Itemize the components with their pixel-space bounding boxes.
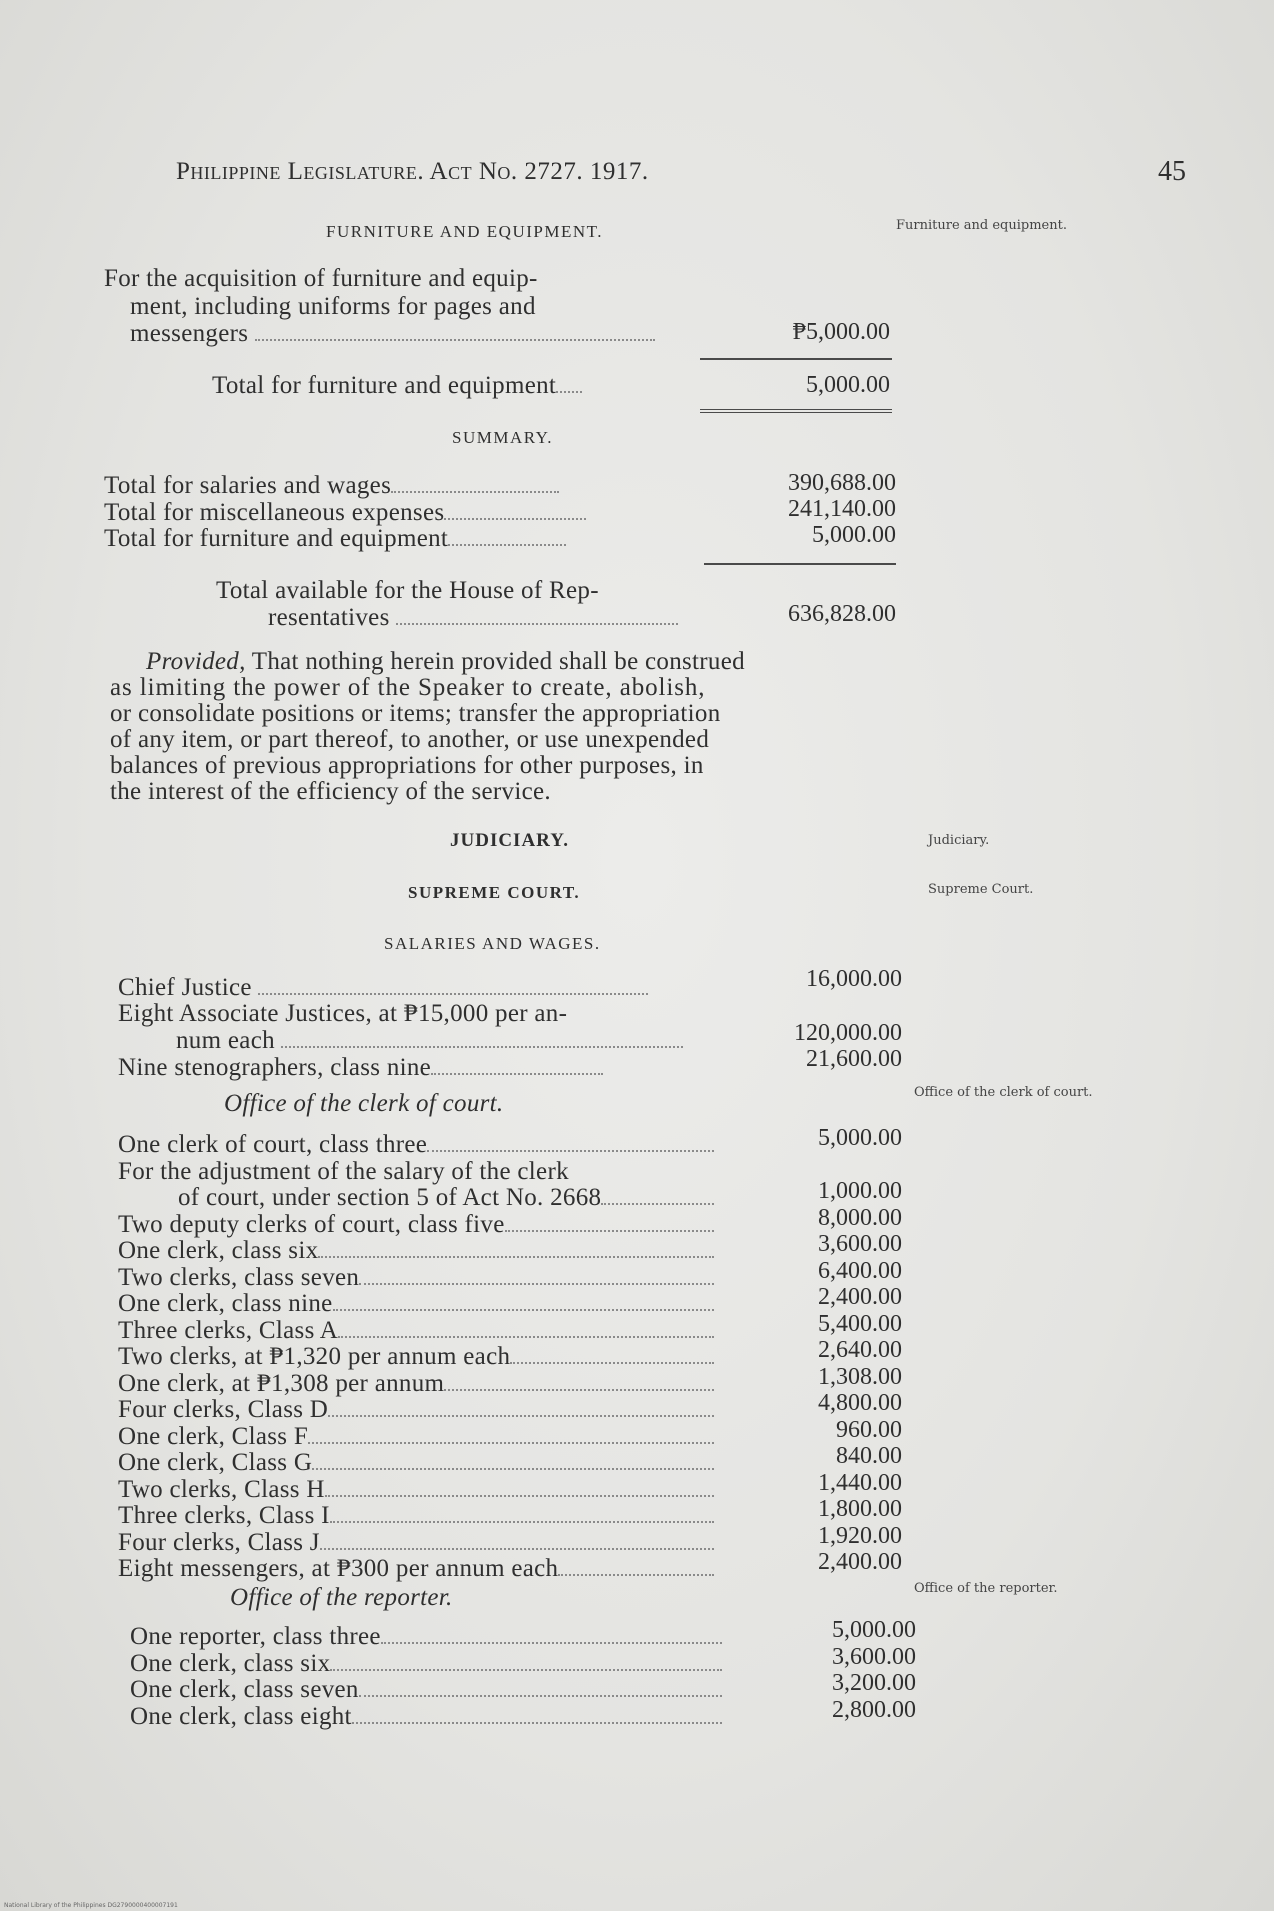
grand-total-amount: 636,828.00 xyxy=(788,601,896,627)
row-label: One reporter, class three xyxy=(130,1623,381,1650)
reporter-office-heading: Office of the reporter. xyxy=(230,1584,453,1611)
row-label: One clerk, Class G xyxy=(118,1449,313,1476)
side-note-judiciary: Judiciary. xyxy=(928,833,990,848)
table-row xyxy=(178,1184,714,1212)
dot-leader xyxy=(330,1521,714,1523)
judiciary-heading: JUDICIARY. xyxy=(450,830,569,851)
dot-leader xyxy=(312,1468,714,1470)
row-amount: 1,000.00 xyxy=(818,1178,902,1204)
table-row xyxy=(118,1529,714,1557)
sum-rule xyxy=(704,563,896,565)
summary-heading: SUMMARY. xyxy=(452,428,553,447)
table-row xyxy=(118,1476,714,1504)
table-row xyxy=(118,1158,569,1186)
total-double-rule xyxy=(700,409,892,413)
dot-leader xyxy=(510,1362,714,1364)
scan-footer: National Library of the Philippines DG2790000400007191 xyxy=(4,1902,178,1909)
side-note-clerk-office: Office of the clerk of court. xyxy=(914,1085,1093,1100)
row-amount: 3,600.00 xyxy=(832,1643,916,1670)
row-label: Two clerks, class seven xyxy=(118,1263,360,1291)
table-row xyxy=(118,1555,714,1583)
table-row xyxy=(118,1290,714,1318)
row-amount: 960.00 xyxy=(836,1416,902,1443)
row-amount: 4,800.00 xyxy=(818,1390,902,1416)
proviso-line6: the interest of the efficiency of the service. xyxy=(110,778,551,805)
amount-associate-justices: 120,000.00 xyxy=(794,1020,902,1046)
side-note-furniture: Furniture and equipment. xyxy=(896,218,1067,233)
row-amount: 1,308.00 xyxy=(818,1363,902,1390)
furniture-total-label: Total for furniture and equipment xyxy=(212,372,582,400)
table-row xyxy=(130,1676,722,1704)
amount-stenographers: 21,600.00 xyxy=(806,1046,902,1072)
dot-leader xyxy=(444,1389,714,1391)
dot-leader xyxy=(308,1442,714,1444)
row-amount: 5,000.00 xyxy=(818,1125,902,1151)
dot-leader xyxy=(359,1283,714,1285)
table-row xyxy=(130,1703,722,1731)
dot-leader xyxy=(328,1415,714,1417)
table-row xyxy=(118,1343,714,1371)
dot-leader xyxy=(558,1574,714,1576)
summary-row-3-amount: 5,000.00 xyxy=(812,522,896,548)
sum-rule xyxy=(700,358,892,360)
row-amount: 1,800.00 xyxy=(818,1496,902,1522)
dot-leader xyxy=(381,1642,722,1644)
row-amount: 2,800.00 xyxy=(832,1696,916,1723)
dot-leader xyxy=(255,339,655,341)
row-chief-justice: Chief Justice xyxy=(118,974,648,1002)
proviso-line5: balances of previous appropriations for other purposes, in xyxy=(110,752,704,779)
row-label: Eight messengers, at ₱300 per annum each xyxy=(118,1555,559,1582)
table-row xyxy=(118,1449,714,1477)
dot-leader xyxy=(427,1150,714,1152)
side-note-supreme-court: Supreme Court. xyxy=(928,882,1034,897)
row-amount: 8,000.00 xyxy=(818,1204,902,1231)
table-row xyxy=(118,1317,714,1345)
row-amount: 2,640.00 xyxy=(818,1337,902,1363)
row-label: One clerk, class eight xyxy=(130,1702,352,1730)
furniture-heading: FURNITURE AND EQUIPMENT. xyxy=(326,222,603,241)
row-label: Two clerks, at ₱1,320 per annum each xyxy=(118,1343,511,1370)
table-row xyxy=(130,1650,722,1678)
dot-leader xyxy=(338,1336,714,1338)
page-number: 45 xyxy=(1158,156,1186,187)
row-amount: 3,600.00 xyxy=(818,1231,902,1257)
table-row xyxy=(118,1237,714,1265)
row-amount: 2,400.00 xyxy=(818,1549,902,1575)
table-row xyxy=(118,1502,714,1530)
amount-chief-justice: 16,000.00 xyxy=(806,966,902,992)
dot-leader xyxy=(325,1495,714,1497)
dot-leader xyxy=(318,1256,714,1258)
row-label: One clerk, Class F xyxy=(118,1422,309,1450)
summary-row-2-label: Total for miscellaneous expenses xyxy=(104,499,586,527)
row-label: One clerk, class six xyxy=(118,1237,319,1264)
table-row xyxy=(118,1423,714,1451)
row-label: One clerk, class seven xyxy=(130,1676,359,1703)
side-note-reporter-office: Office of the reporter. xyxy=(914,1581,1058,1596)
table-row xyxy=(118,1264,714,1292)
row-label: of court, under section 5 of Act No. 2668 xyxy=(178,1184,602,1211)
row-amount: 5,400.00 xyxy=(818,1310,902,1337)
row-label: Three clerks, Class A xyxy=(118,1316,339,1344)
proviso-line1: Provided, That nothing herein provided shall be construed xyxy=(146,648,745,675)
row-label: One clerk, class nine xyxy=(118,1290,333,1317)
row-label: Two deputy clerks of court, class five xyxy=(118,1210,505,1238)
dot-leader xyxy=(330,1669,722,1671)
row-label: Four clerks, Class D xyxy=(118,1396,329,1423)
furniture-item-line1: For the acquisition of furniture and equip- xyxy=(104,265,538,292)
row-amount: 1,920.00 xyxy=(818,1522,902,1549)
row-label: One clerk, class six xyxy=(130,1649,331,1677)
row-amount: 1,440.00 xyxy=(818,1469,902,1496)
proviso-line3: or consolidate positions or items; transfer the appropriation xyxy=(110,700,721,727)
table-row xyxy=(118,1370,714,1398)
running-header xyxy=(176,158,649,186)
summary-row-3-label: Total for furniture and equipment xyxy=(104,525,566,553)
dot-leader xyxy=(359,1695,722,1697)
table-row xyxy=(130,1623,722,1651)
row-label: For the adjustment of the salary of the clerk xyxy=(118,1157,569,1185)
salaries-heading: SALARIES AND WAGES. xyxy=(384,934,601,953)
dot-leader xyxy=(601,1203,714,1205)
row-associate-justices-1: Eight Associate Justices, at ₱15,000 per an- xyxy=(118,1000,568,1027)
dot-leader xyxy=(352,1722,722,1724)
dot-leader xyxy=(320,1548,714,1550)
clerk-office-heading: Office of the clerk of court. xyxy=(224,1090,504,1117)
proviso-line4: of any item, or part thereof, to another, or use unexpended xyxy=(110,726,710,753)
grand-total-line1: Total available for the House of Rep- xyxy=(216,577,599,604)
summary-row-1-amount: 390,688.00 xyxy=(788,470,896,496)
furniture-total-amount: 5,000.00 xyxy=(806,372,890,398)
row-label: Three clerks, Class I xyxy=(118,1502,330,1529)
row-label: Two clerks, Class H xyxy=(118,1475,325,1503)
row-associate-justices-2: num each xyxy=(176,1027,683,1055)
row-label: One clerk, at ₱1,308 per annum xyxy=(118,1369,445,1397)
row-label: One clerk of court, class three xyxy=(118,1131,428,1158)
row-label: Four clerks, Class J xyxy=(118,1528,320,1556)
row-stenographers: Nine stenographers, class nine xyxy=(118,1054,603,1082)
row-amount: 840.00 xyxy=(836,1443,902,1469)
summary-row-1-label: Total for salaries and wages xyxy=(104,472,559,500)
table-row xyxy=(118,1211,714,1239)
row-amount: 6,400.00 xyxy=(818,1257,902,1284)
proviso-line2: as limiting the power of the Speaker to create, abolish, xyxy=(110,674,706,701)
table-row xyxy=(118,1396,714,1424)
supreme-court-heading: SUPREME COURT. xyxy=(408,883,581,902)
table-row xyxy=(118,1131,714,1159)
grand-total-line2: resentatives xyxy=(268,604,678,632)
summary-row-2-amount: 241,140.00 xyxy=(788,496,896,522)
header-title: Philippine Legislature. Act No. 2727. 1917. xyxy=(176,158,649,185)
furniture-item-line2: ment, including uniforms for pages and xyxy=(130,293,536,320)
row-amount: 2,400.00 xyxy=(818,1284,902,1310)
row-amount: 5,000.00 xyxy=(832,1617,916,1643)
dot-leader xyxy=(505,1230,714,1232)
furniture-item-amount: ₱5,000.00 xyxy=(792,319,890,345)
dot-leader xyxy=(333,1309,714,1311)
row-amount: 3,200.00 xyxy=(832,1670,916,1696)
furniture-item-line3: messengers xyxy=(130,320,655,348)
